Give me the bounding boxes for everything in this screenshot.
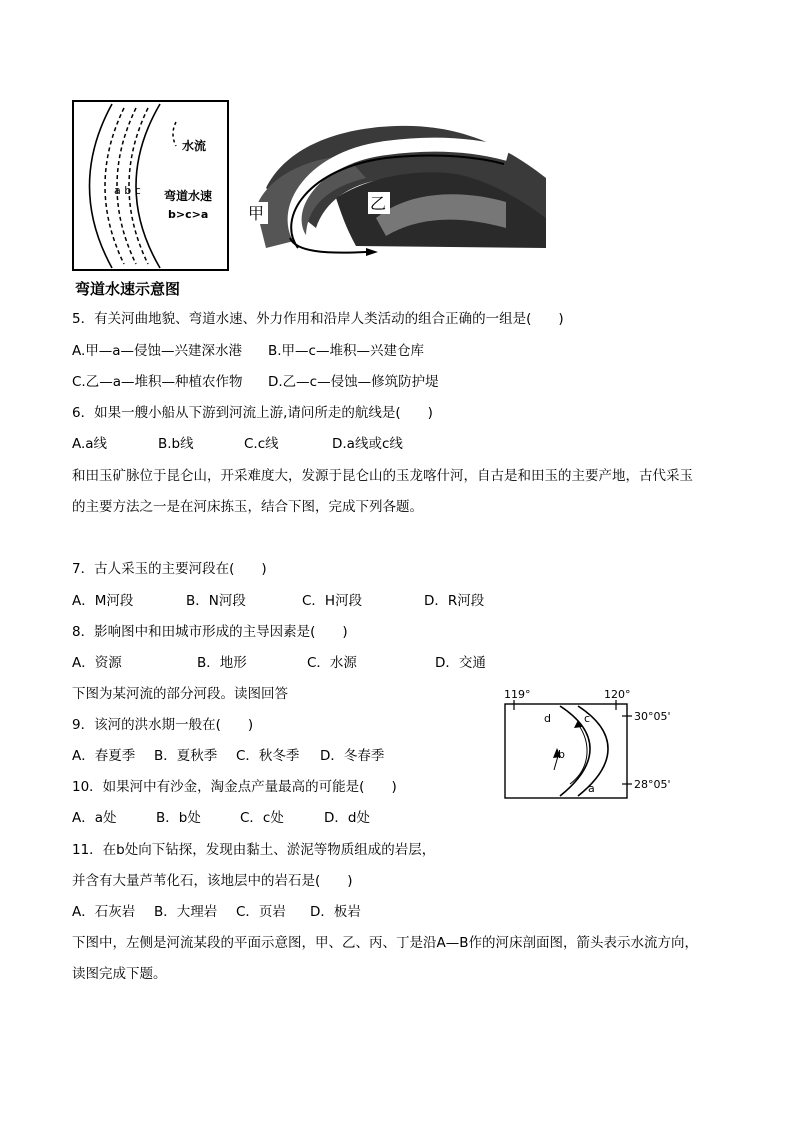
intro3-line1: 下图中，左侧是河流某段的平面示意图，甲、乙、丙、丁是沿A—B作的河床剖面图，箭头表示水流方向， (72, 935, 698, 951)
q9-option-b[interactable]: B．夏秋季 (154, 748, 218, 764)
q8-option-c[interactable]: C．水源 (307, 655, 357, 671)
q6-option-b[interactable]: B.b线 (158, 436, 194, 452)
q8-options (72, 654, 486, 672)
figure-meander (246, 118, 552, 264)
label-yi: 乙 (370, 194, 387, 213)
label-order: b>c>a (168, 208, 209, 221)
intro2: 下图为某河流的部分河段。读图回答 (72, 686, 288, 702)
q11-option-b[interactable]: B．大理岩 (154, 904, 218, 920)
q10-option-d[interactable]: D．d处 (324, 810, 370, 826)
q11-options (72, 903, 361, 921)
figure1-caption: 弯道水速示意图 (75, 280, 181, 298)
q5-option-a[interactable]: A.甲—a—侵蚀—兴建深水港 (72, 343, 243, 359)
q9-option-a[interactable]: A．春夏季 (72, 748, 136, 764)
q7-option-a[interactable]: A．M河段 (72, 593, 134, 609)
q10-options (72, 809, 370, 827)
figure-bend-speed (72, 100, 230, 272)
q7-option-b[interactable]: B．N河段 (186, 593, 246, 609)
lon-left: 119° (504, 688, 531, 701)
q8-option-d[interactable]: D．交通 (435, 655, 486, 671)
figure-river-section (500, 684, 686, 802)
q9-options (72, 747, 384, 765)
meander-illustration (246, 118, 552, 264)
q9-stem: 9．该河的洪水期一般在( ) (72, 717, 254, 733)
q5-stem: 5．有关河曲地貌、弯道水速、外力作用和沿岸人类活动的组合正确的一组是( ) (72, 311, 564, 327)
lon-right: 120° (604, 688, 631, 701)
q6-stem: 6．如果一艘小船从下游到河流上游,请问所走的航线是( ) (72, 405, 433, 421)
bend-speed-diagram (72, 100, 230, 272)
q11-option-a[interactable]: A．石灰岩 (72, 904, 136, 920)
q7-option-d[interactable]: D．R河段 (424, 593, 485, 609)
q5-options-2 (72, 373, 439, 391)
label-jia: 甲 (248, 204, 265, 223)
q5-option-b[interactable]: B.甲—c—堆积—兴建仓库 (268, 343, 424, 359)
q7-options (72, 592, 484, 610)
point-a: a (588, 782, 595, 795)
q5-option-d[interactable]: D.乙—c—侵蚀—修筑防护堤 (268, 374, 439, 390)
lat-top: 30°05' (634, 710, 671, 723)
q10-option-b[interactable]: B．b处 (156, 810, 201, 826)
point-b: b (558, 748, 565, 761)
q11-stem-line1: 11．在b处向下钻探，发现由黏土、淤泥等物质组成的岩层， (72, 842, 436, 858)
lat-bottom: 28°05' (634, 778, 671, 791)
label-speed: 弯道水速 (164, 189, 213, 203)
q11-option-c[interactable]: C．页岩 (236, 904, 286, 920)
q5-options (72, 342, 424, 360)
q7-stem: 7．古人采玉的主要河段在( ) (72, 561, 267, 577)
point-d: d (544, 712, 551, 725)
river-section-map (500, 684, 686, 802)
q6-option-d[interactable]: D.a线或c线 (332, 436, 403, 452)
q8-option-a[interactable]: A．资源 (72, 655, 122, 671)
intro3-line2: 读图完成下题。 (72, 966, 167, 982)
q7-option-c[interactable]: C．H河段 (302, 593, 363, 609)
q8-stem: 8．影响图中和田城市形成的主导因素是( ) (72, 624, 348, 640)
label-flow: 水流 (182, 139, 207, 153)
q8-option-b[interactable]: B．地形 (197, 655, 247, 671)
q10-option-c[interactable]: C．c处 (240, 810, 284, 826)
q5-option-c[interactable]: C.乙—a—堆积—种植农作物 (72, 374, 243, 390)
intro1-line2: 的主要方法之一是在河床拣玉，结合下图，完成下列各题。 (72, 499, 423, 515)
q10-option-a[interactable]: A．a处 (72, 810, 117, 826)
q9-option-c[interactable]: C．秋冬季 (236, 748, 300, 764)
intro1-line1: 和田玉矿脉位于昆仑山，开采难度大，发源于昆仑山的玉龙喀什河，自古是和田玉的主要产地，古代采玉 (72, 468, 693, 484)
q9-option-d[interactable]: D．冬春季 (320, 748, 385, 764)
q11-stem-line2: 并含有大量芦苇化石，该地层中的岩石是( ) (72, 873, 353, 889)
label-abc: a b c (114, 184, 141, 197)
q6-option-c[interactable]: C.c线 (244, 436, 279, 452)
q10-stem: 10．如果河中有沙金，淘金点产量最高的可能是( ) (72, 779, 397, 795)
q6-option-a[interactable]: A.a线 (72, 436, 108, 452)
q6-options (72, 435, 403, 453)
q11-option-d[interactable]: D．板岩 (310, 904, 361, 920)
point-c: c (584, 712, 591, 725)
